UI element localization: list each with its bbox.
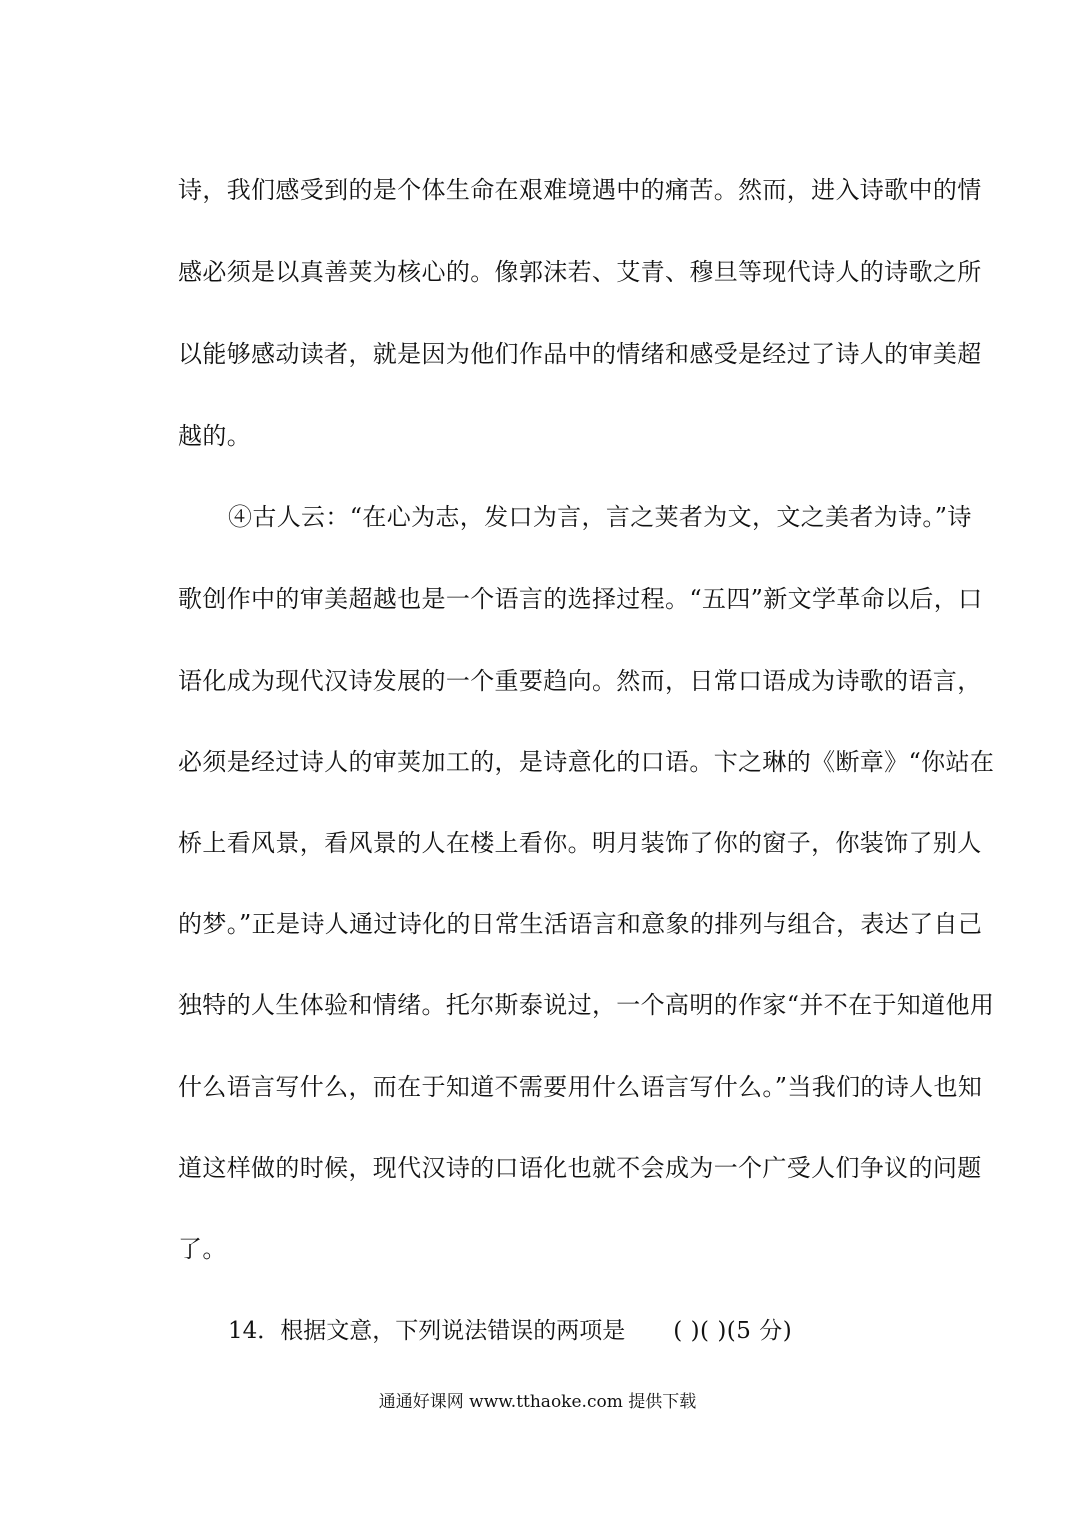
paragraph-4-line: 道这样做的时候，现代汉诗的口语化也就不会成为一个广受人们争议的问题 [178, 1154, 982, 1182]
paragraph-3-line: 诗，我们感受到的是个体生命在艰难境遇中的痛苦。然而，进入诗歌中的情 [178, 176, 982, 204]
paragraph-3-line: 越的。 [178, 422, 252, 450]
answer-blanks: ( )( )(5 分) [673, 1318, 793, 1344]
paragraph-4-line: 了。 [178, 1235, 227, 1263]
paragraph-3-line: 感必须是以真善荚为核心的。像郭沫若、艾青、穆旦等现代诗人的诗歌之所 [178, 258, 982, 286]
page-footer: 通通好课网 www.tthaoke.com 提供下载 [378, 1392, 697, 1412]
paragraph-4-line: 的梦。”正是诗人通过诗化的日常生活语言和意象的排列与组合，表达了自己 [178, 910, 983, 938]
paragraph-4-line: 桥上看风景，看风景的人在楼上看你。明月装饰了你的窗子，你装饰了别人 [178, 829, 982, 857]
paragraph-4-line: 独特的人生体验和情绪。托尔斯泰说过，一个高明的作家“并不在于知道他用 [178, 991, 995, 1019]
paragraph-4-line: 什么语言写什么，而在于知道不需要用什么语言写什么。”当我们的诗人也知 [178, 1073, 983, 1101]
paragraph-4-line: 歌创作中的审美超越也是一个语言的选择过程。“五四”新文学革命以后，口 [178, 585, 983, 613]
paragraph-4-line: 必须是经过诗人的审荚加工的，是诗意化的口语。卞之琳的《断章》“你站在 [178, 748, 995, 776]
paragraph-4-first-line: ④古人云：“在心为志，发口为言，言之荚者为文，文之美者为诗。”诗 [228, 503, 972, 531]
paragraph-4-line: 语化成为现代汉诗发展的一个重要趋向。然而，日常口语成为诗歌的语言， [178, 667, 982, 695]
question-14 [228, 1316, 792, 1346]
paragraph-3-line: 以能够感动读者，就是因为他们作品中的情绪和感受是经过了诗人的审美超 [178, 340, 982, 368]
question-stem: 14．根据文意，下列说法错误的两项是 [228, 1318, 626, 1344]
